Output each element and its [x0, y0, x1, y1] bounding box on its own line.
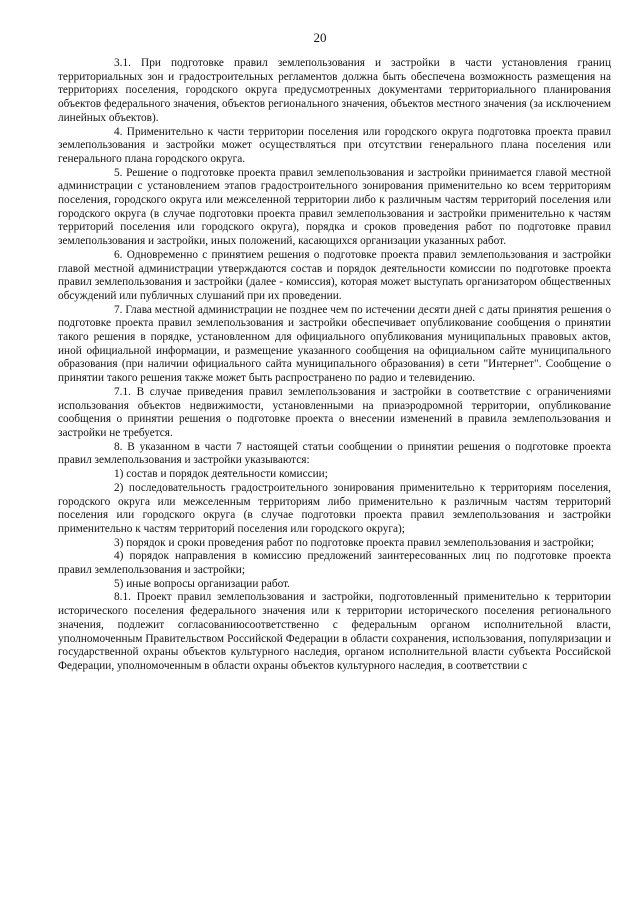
paragraph-8: 8. В указанном в части 7 настоящей статьи сообщении о принятии решения о подготовке проекта правил землепользования и застройки указываются: — [58, 440, 611, 467]
list-item-4: 4) порядок направления в комиссию предложений заинтересованных лиц по подготовке проекта правил землепользования и застройки; — [58, 550, 611, 577]
paragraph-7: 7. Глава местной администрации не позднее чем по истечении десяти дней с даты принятия решения о подготовке проекта правил землепользования и застройки обеспечивает опубликование сообщения о принятии такого решения в порядке, установленном для официального опубликования муниципальных правовых актов, иной официальной информации, и размещение указанного сообщения на официальном сайте муниципального образования (при наличии официального сайта муниципального образования) в сети "Интернет". Сообщение о принятии такого решения также может быть распространено по радио и телевидению. — [58, 303, 611, 385]
list-item-3: 3) порядок и сроки проведения работ по подготовке проекта правил землепользования и застройки; — [114, 536, 595, 549]
paragraph-8-1: 8.1. Проект правил землепользования и застройки, подготовленный применительно к территории исторического поселения федерального значения или к территории исторического поселения регионального значения, подлежит согласованиюсоответственно с федеральным органом исполнительной власти, уполномоченным Правительством Российской Федерации в области сохранения, использования, популяризации и государственной охраны объектов культурного наследия, органом исполнительной власти субъекта Российской Федерации, уполномоченным в области охраны объектов культурного наследия, в соответствии с — [58, 591, 611, 672]
paragraph-6: 6. Одновременно с принятием решения о подготовке проекта правил землепользования и застройки главой местной администрации утверждаются состав и порядок деятельности комиссии по подготовке проекта правил землепользования и застройки (далее - комиссия), которая может выступать организатором общественных обсуждений или публичных слушаний при их проведении. — [58, 248, 611, 302]
paragraph-4: 4. Применительно к части территории поселения или городского округа подготовка проекта правил землепользования и застройки может осуществляться при отсутствии генерального плана поселения или генерального плана городского округа. — [58, 125, 611, 165]
paragraph-5: 5. Решение о подготовке проекта правил землепользования и застройки принимается главой местной администрации с установлением этапов градостроительного зонирования применительно ко всем территориям поселения, городского округа или межселенной территории либо к различным частям территорий поселения или городского округа (в случае подготовки проекта правил землепользования и застройки применительно к частям территорий поселения или городского округа), порядка и сроков проведения работ по подготовке правил землепользования и застройки, иных положений, касающихся организации указанных работ. — [58, 166, 611, 248]
document-body — [58, 57, 611, 674]
list-item-2: 2) последовательность градостроительного зонирования применительно к территориям поселения, городского округа или межселенным территориям либо применительно к различным частям территорий поселения или городского округа (в случае подготовки проекта правил землепользования и застройки применительно к частям территорий поселения или городского округа); — [58, 481, 611, 535]
paragraph-7-1: 7.1. В случае приведения правил землепользования и застройки в соответствие с ограничениями использования объектов недвижимости, установленными на приаэродромной территории, опубликование сообщения о принятии решения о подготовке проекта о внесении изменений в правила землепользования и застройки не требуется. — [58, 385, 611, 439]
list-item-1: 1) состав и порядок деятельности комиссии; — [114, 468, 328, 481]
list-item-5: 5) иные вопросы организации работ. — [114, 577, 291, 590]
paragraph-3-1: 3.1. При подготовке правил землепользования и застройки в части установления границ территориальных зон и градостроительных регламентов должна быть обеспечена возможность размещения на территориях поселения, городского округа предусмотренных документами территориального планирования объектов федерального значения, объектов регионального значения, объектов местного значения (за исключением линейных объектов). — [58, 57, 611, 124]
page-number: 20 — [313, 30, 327, 45]
